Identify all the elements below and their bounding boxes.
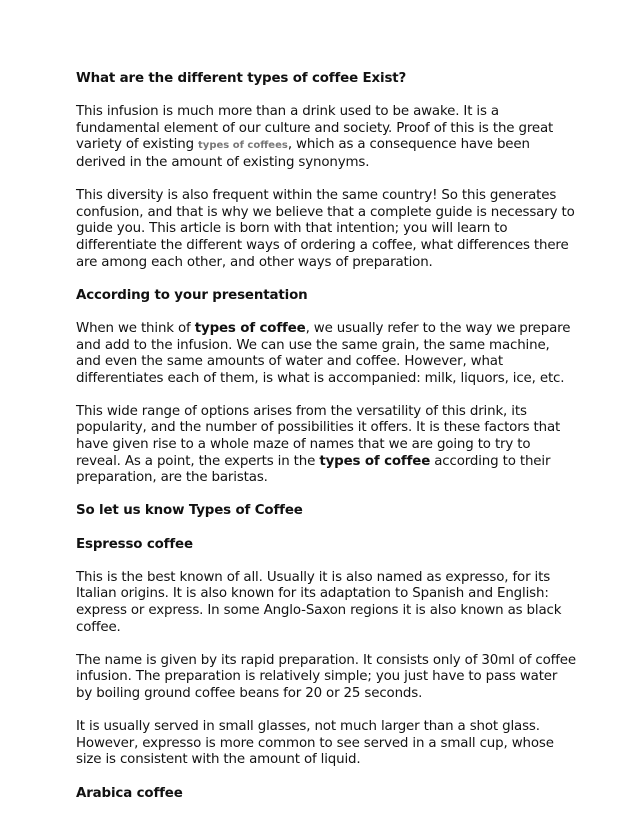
think-text-before: When we think of — [76, 320, 195, 336]
document-page — [76, 71, 576, 819]
know-types-heading: So let us know Types of Coffee — [76, 503, 303, 519]
types-of-coffee-keyword-2: types of coffee — [319, 453, 431, 469]
arabica-heading: Arabica coffee — [76, 785, 183, 801]
intro-paragraph — [76, 104, 576, 171]
intro-text-before: This infusion is much more than a drink used to be awake. It is a fundamental element of our culture and society. Proof of this is the great variety of existing — [76, 104, 554, 153]
espresso-paragraph-1: This is the best known of all. Usually it is also named as expresso, for its Italian origins. It is also known for its adaptation to Spanish and English: express or express. In some Anglo-Saxon regions it is also known as black coffee. — [76, 569, 562, 635]
types-of-coffees-link[interactable]: types of coffees — [198, 140, 288, 152]
options-text-before: This wide range of options arises from the versatility of this drink, its popularity, and the number of possibilities it offers. It is these factors that have given rise to a whole maze of names that we are going to try to reveal. As a point, the experts in the — [76, 403, 561, 469]
espresso-paragraph-3: It is usually served in small glasses, not much larger than a shot glass. However, expresso is more common to see served in a small cup, whose size is consistent with the amount of liquid. — [76, 719, 554, 768]
espresso-heading: Espresso coffee — [76, 536, 193, 552]
espresso-paragraph-2: The name is given by its rapid preparation. It consists only of 30ml of coffee infusion. The preparation is relatively simple; you just have to pass water by boiling ground coffee beans for 20 or 25 seconds. — [76, 652, 576, 701]
types-of-coffee-keyword: types of coffee — [194, 320, 306, 336]
document-title: What are the different types of coffee Exist? — [76, 71, 407, 86]
diversity-paragraph: This diversity is also frequent within the same country! So this generates confusion, and that is why we believe that a complete guide is necessary to guide you. This article is born with that intention; you will learn to differentiate the different ways of ordering a coffee, what differences there are among each other, and other ways of preparation. — [76, 188, 575, 270]
think-paragraph — [76, 321, 576, 387]
options-paragraph — [76, 404, 576, 487]
options-text-after: according to their preparation, are the baristas. — [76, 453, 551, 486]
presentation-heading: According to your presentation — [76, 287, 308, 303]
intro-text-after: , which as a consequence have been derived in the amount of existing synonyms. — [76, 137, 530, 170]
think-text-after: , we usually refer to the way we prepare and add to the infusion. We can use the same grain, the same machine, and even the same amounts of water and coffee. However, what differentiates each of them, is what is accompanied: milk, liquors, ice, etc. — [76, 320, 571, 386]
